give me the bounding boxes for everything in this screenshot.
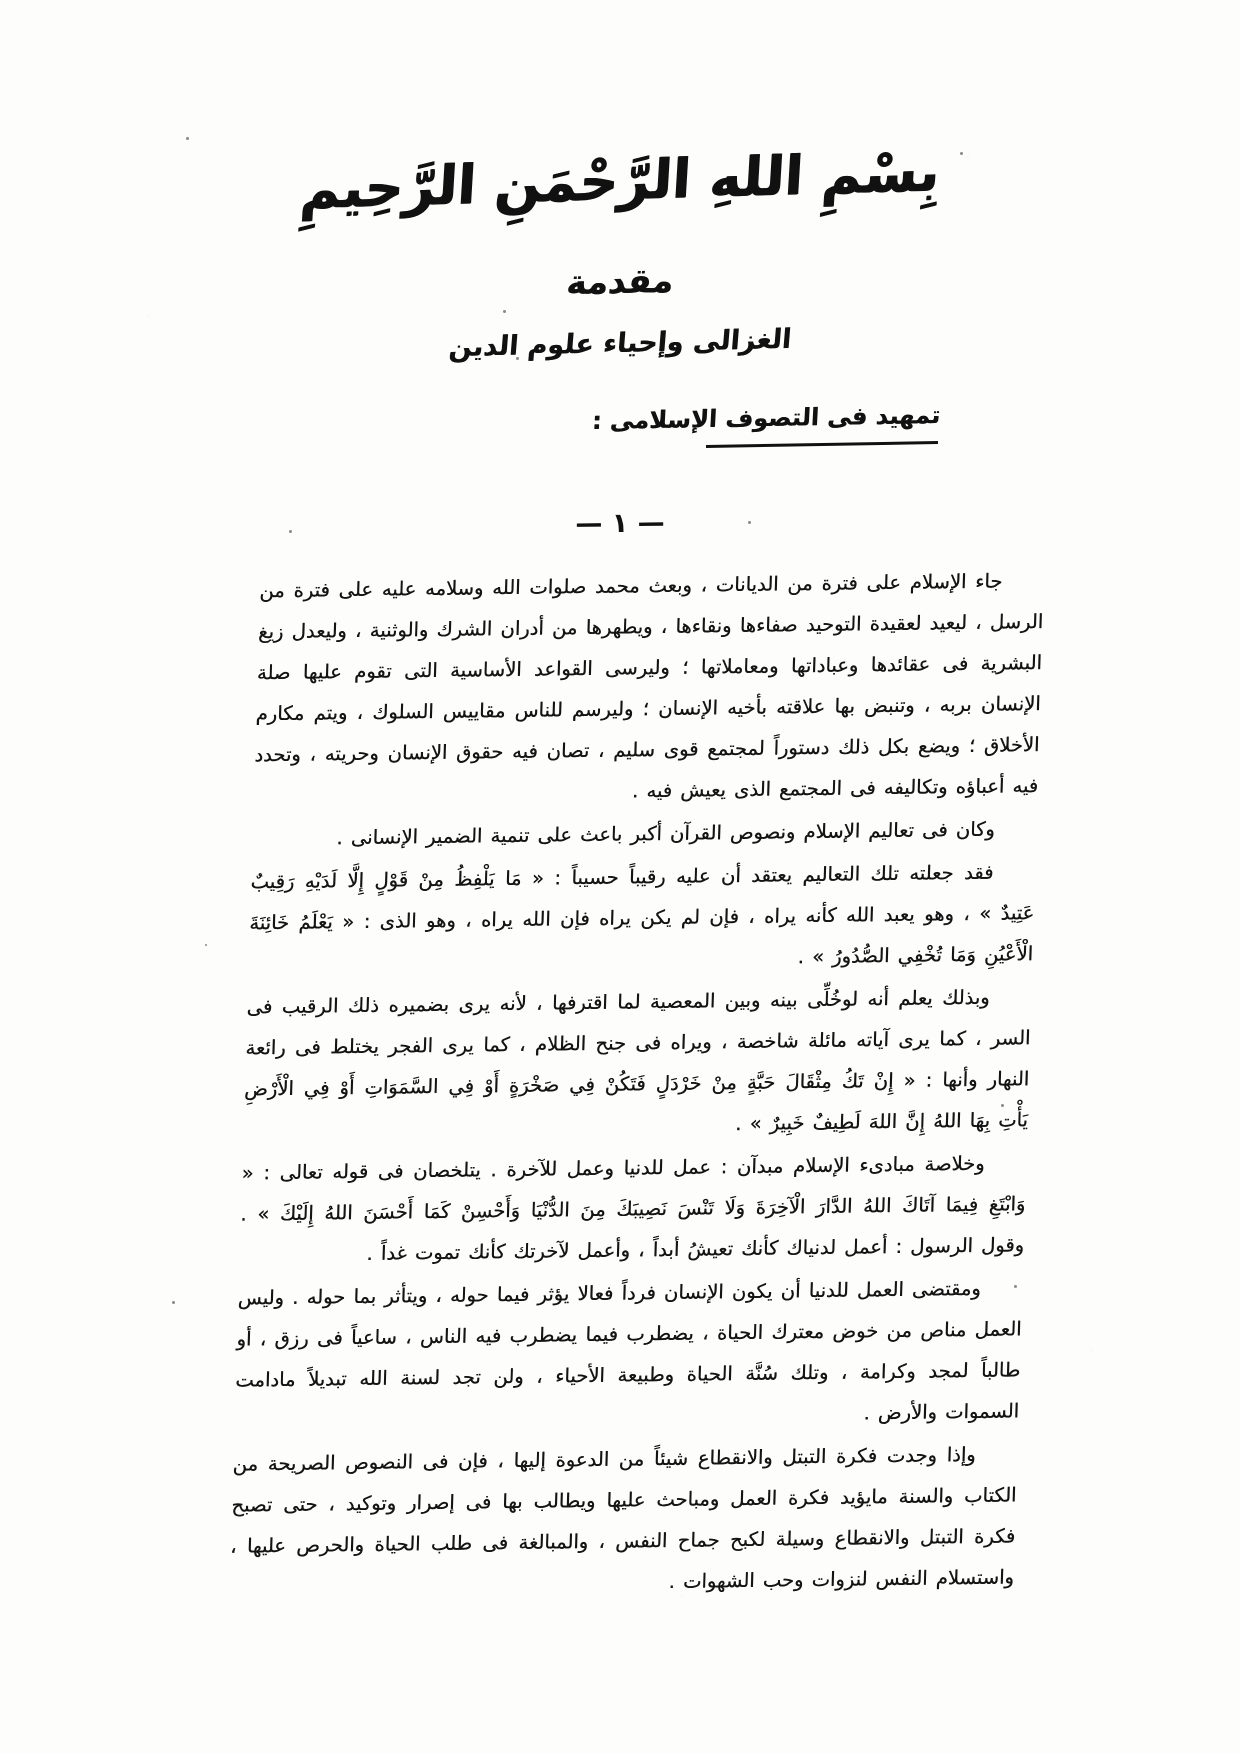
page-number: — ١ —: [575, 507, 665, 540]
paragraph: وبذلك يعلم أنه لوخُلِّى بينه وبين المعصية لما اقترفها ، لأنه يرى بضميره ذلك الرقيب فى السر ، كما يرى آياته مائلة شاخصة ، ويراه فى جنح الظلام ، كما يرى الفجر يختلط فى رائعة النهار وأنها : « إِنْ تَكُ مِثْقَالَ حَبَّةٍ مِنْ خَرْدَلٍ فَتَكُنْ فِي صَخْرَةٍ أَوْ فِي السَّمَوَاتِ أَوْ فِي الْأَرْضِ يَأْتِ بِهَا اللهُ إِنَّ اللهَ لَطِيفٌ خَبِيرٌ » .: [243, 985, 1031, 1136]
paragraph: فقد جعلته تلك التعاليم يعتقد أن عليه رقيباً حسيباً : « مَا يَلْفِظُ مِنْ قَوْلٍ إِلَّا لَدَيْهِ رَقِيبٌ عَتِيدٌ » ، وهو يعبد الله كأنه يراه ، فإن لم يكن يراه فإن الله يراه ، وهو الذى : « يَعْلَمُ خَائِنَةَ الْأَعْيُنِ وَمَا تُخْفِي الصُّدُورُ » .: [248, 860, 1035, 969]
body-text: [228, 560, 1045, 1610]
page-title: مقدمة: [564, 260, 676, 304]
scan-speck: [205, 944, 207, 946]
paragraph: وإذا وجدت فكرة التبتل والانقطاع شيئاً من الدعوة إليها ، فإن فى النصوص الصريحة من الكتاب والسنة مايؤيد فكرة العمل ومباحث عليها ويطالب بها فى إصرار وتوكيد ، حتى تصبح فكرة التبتل والانقطاع وسيلة لكبح جماح النفس ، والمبالغة فى طلب الحياة والحرص عليها ، واستسلام النفس لنزوات وحب الشهوات .: [229, 1442, 1017, 1594]
scan-speck: [172, 1301, 175, 1304]
paragraph: وخلاصة مبادىء الإسلام مبدآن : عمل للدنيا وعمل للآخرة . يتلخصان فى قوله تعالى : « وَابْتَغِ فِيمَا آتَاكَ اللهُ الدَّارَ الْآخِرَةَ وَلَا تَنْسَ نَصِيبَكَ مِنَ الدُّنْيَا وَأَحْسِنْ كَمَا أَحْسَنَ اللهُ إِلَيْكَ » . وقول الرسول : أعمل لدنياك كأنك تعيشُ أبداً ، وأعمل لآخرتك كأنك تموت غداً .: [240, 1151, 1026, 1265]
paragraph: وكان فى تعاليم الإسلام ونصوص القرآن أكبر باعث على تنمية الضمير الإنسانى .: [336, 817, 996, 850]
title-block: [0, 260, 1240, 364]
section-header: تمهيد فى التصوف الإسلامى :: [590, 400, 941, 436]
page-subtitle: الغزالى وإحياء علوم الدين: [447, 323, 793, 364]
basmala-calligraphy: بِسْمِ اللهِ الرَّحْمَنِ الرَّحِيمِ: [298, 140, 942, 221]
paragraph: ومقتضى العمل للدنيا أن يكون الإنسان فرداً فعالا يؤثر فيما حوله ، ويتأثر بما حوله . وليس العمل مناص من خوض معترك الحياة ، يضطرب فيما يضطرب فيه الناس ، ساعياً فى رزق ، أو طالباً لمجد وكرامة ، وتلك سُنَّة الحياة وطبيعة الأحياء ، ولن تجد لسنة الله تبديلاً مادامت السموات والأرض .: [234, 1276, 1022, 1425]
scan-speck: [186, 137, 189, 140]
section-header-underline: [706, 441, 938, 448]
paragraph: جاء الإسلام على فترة من الديانات ، وبعث محمد صلوات الله وسلامه عليه على فترة من الرسل ، ليعيد لعقيدة التوحيد صفاءها ونقاءها ، ويطهرها من أدران الشرك والوثنية ، وليعدل زيغ البشرية فى عقائدها وعباداتها ومعاملاتها ؛ وليرسى القواعد الأساسية التى تقوم عليها صلة الإنسان بربه ، وتنبض بها علاقته بأخيه الإنسان ؛ وليرسم للناس مقاييس السلوك ، ويتم مكارم الأخلاق ؛ ويضع بكل ذلك دستوراً لمجتمع قوى سليم ، تصان فيه حقوق الإنسان وحريته ، وتحدد فيه أعباؤه وتكاليفه فى المجتمع الذى يعيش فيه .: [254, 569, 1044, 803]
